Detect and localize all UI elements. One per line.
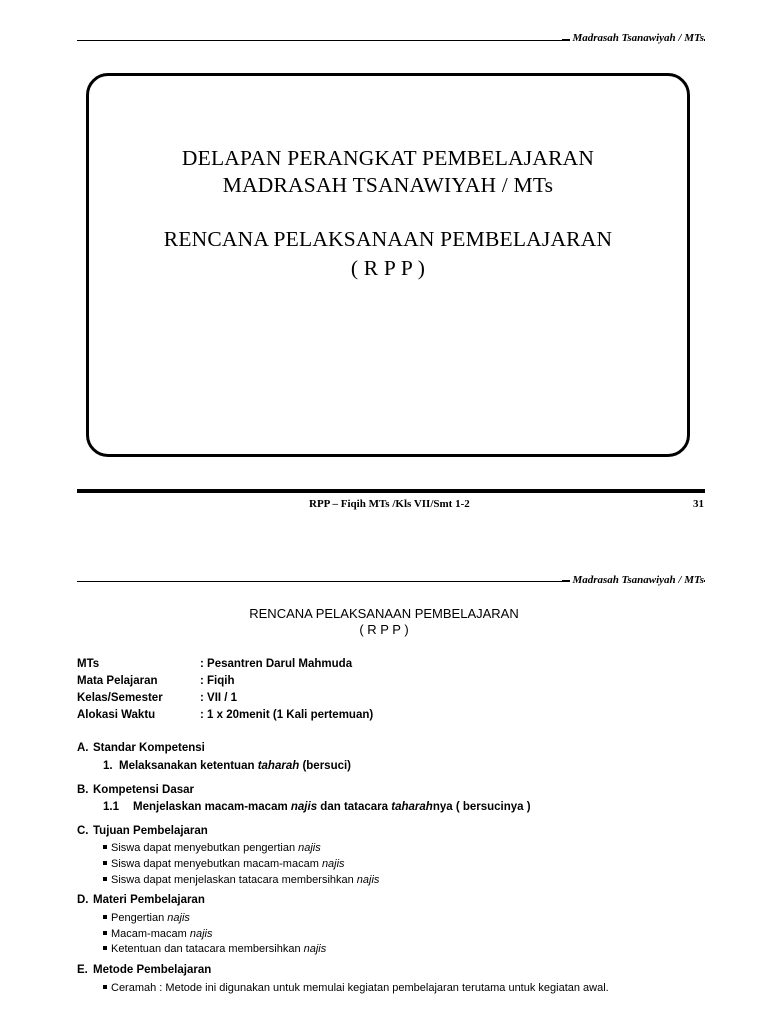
list-item-emphasis: najis — [189, 928, 213, 940]
item-text: Menjelaskan macam-macam — [133, 801, 291, 813]
item-emphasis: najis — [290, 801, 318, 813]
section-title: Materi Pembelajaran — [93, 894, 205, 906]
cover-title-line1: DELAPAN PERANGKAT PEMBELAJARAN — [181, 146, 595, 170]
item-text: nya ( bersucinya ) — [432, 801, 531, 813]
cover-title-line2: MADRASAH TSANAWIYAH / MTs — [222, 173, 554, 197]
section-b-heading — [77, 784, 194, 796]
page-number: 31 — [693, 498, 704, 510]
section-letter: A. — [77, 742, 89, 754]
section-letter: E. — [77, 964, 88, 976]
section-letter: B. — [77, 784, 89, 796]
item-text: Melaksanakan ketentuan — [119, 760, 258, 772]
list-item-emphasis: najis — [167, 912, 190, 924]
bullet-icon — [103, 915, 107, 919]
item-text: (bersuci) — [299, 760, 352, 772]
list-item-emphasis: najis — [298, 842, 321, 854]
item-emphasis: taharah — [257, 760, 300, 772]
info-value: : Fiqih — [200, 675, 235, 687]
section-a-item — [103, 760, 351, 772]
list-item-emphasis: najis — [321, 858, 345, 870]
list-item — [103, 982, 609, 994]
cover-title-line4: ( R P P ) — [350, 256, 426, 280]
info-value: : Pesantren Darul Mahmuda — [200, 658, 353, 670]
item-number: 1.1 — [103, 801, 119, 813]
cover-title-line3: RENCANA PELAKSANAAN PEMBELAJARAN — [163, 227, 613, 251]
bullet-icon — [103, 877, 107, 881]
section-b-item — [103, 801, 531, 813]
list-item-text: Siswa dapat menyebutkan macam-macam — [111, 858, 322, 870]
info-label: MTs — [77, 658, 100, 670]
info-label: Kelas/Semester — [77, 692, 163, 704]
document-subtitle: ( R P P ) — [359, 622, 409, 637]
list-item-emphasis: najis — [356, 874, 380, 886]
list-item-emphasis: najis — [303, 943, 327, 955]
running-header-2: Madrasah Tsanawiyah / MTs — [572, 574, 704, 586]
section-title: Metode Pembelajaran — [93, 964, 212, 976]
list-item — [103, 874, 379, 886]
document-title: RENCANA PELAKSANAAN PEMBELAJARAN — [249, 606, 519, 621]
cover-box — [86, 73, 690, 457]
list-item-text: Ketentuan dan tatacara membersihkan — [111, 943, 304, 955]
bullet-icon — [103, 985, 107, 989]
section-d-heading — [77, 894, 205, 906]
footer-rule — [77, 489, 705, 493]
bullet-icon — [103, 861, 107, 865]
item-emphasis: taharah — [391, 801, 433, 813]
list-item-text: Ceramah : Metode ini digunakan untuk memulai kegiatan pembelajaran terutama untuk kegiatan awal. — [111, 982, 609, 994]
section-a-heading — [77, 742, 205, 754]
info-label: Mata Pelajaran — [77, 675, 158, 687]
list-item — [103, 858, 345, 870]
bullet-icon — [103, 946, 107, 950]
section-letter: C. — [77, 825, 89, 837]
info-label: Alokasi Waktu — [77, 709, 156, 721]
list-item — [103, 928, 212, 940]
section-title: Tujuan Pembelajaran — [93, 825, 208, 837]
item-text: dan tatacara — [317, 801, 392, 813]
item-number: 1. — [103, 760, 113, 772]
list-item — [103, 912, 190, 924]
list-item — [103, 943, 326, 955]
list-item-text: Macam-macam — [111, 928, 190, 940]
footer-text: RPP – Fiqih MTs /Kls VII/Smt 1-2 — [309, 498, 470, 510]
running-header: Madrasah Tsanawiyah / MTs — [572, 32, 704, 44]
list-item — [103, 842, 321, 854]
list-item-text: Pengertian — [111, 912, 168, 924]
section-title: Standar Kompetensi — [93, 742, 205, 754]
section-c-heading — [77, 825, 208, 837]
section-e-heading — [77, 964, 211, 976]
section-letter: D. — [77, 894, 89, 906]
info-value: : 1 x 20menit (1 Kali pertemuan) — [200, 709, 374, 721]
info-value: : VII / 1 — [200, 692, 238, 704]
bullet-icon — [103, 845, 107, 849]
section-title: Kompetensi Dasar — [93, 784, 194, 796]
list-item-text: Siswa dapat menyebutkan pengertian — [111, 842, 299, 854]
bullet-icon — [103, 931, 107, 935]
list-item-text: Siswa dapat menjelaskan tatacara membersihkan — [111, 874, 357, 886]
